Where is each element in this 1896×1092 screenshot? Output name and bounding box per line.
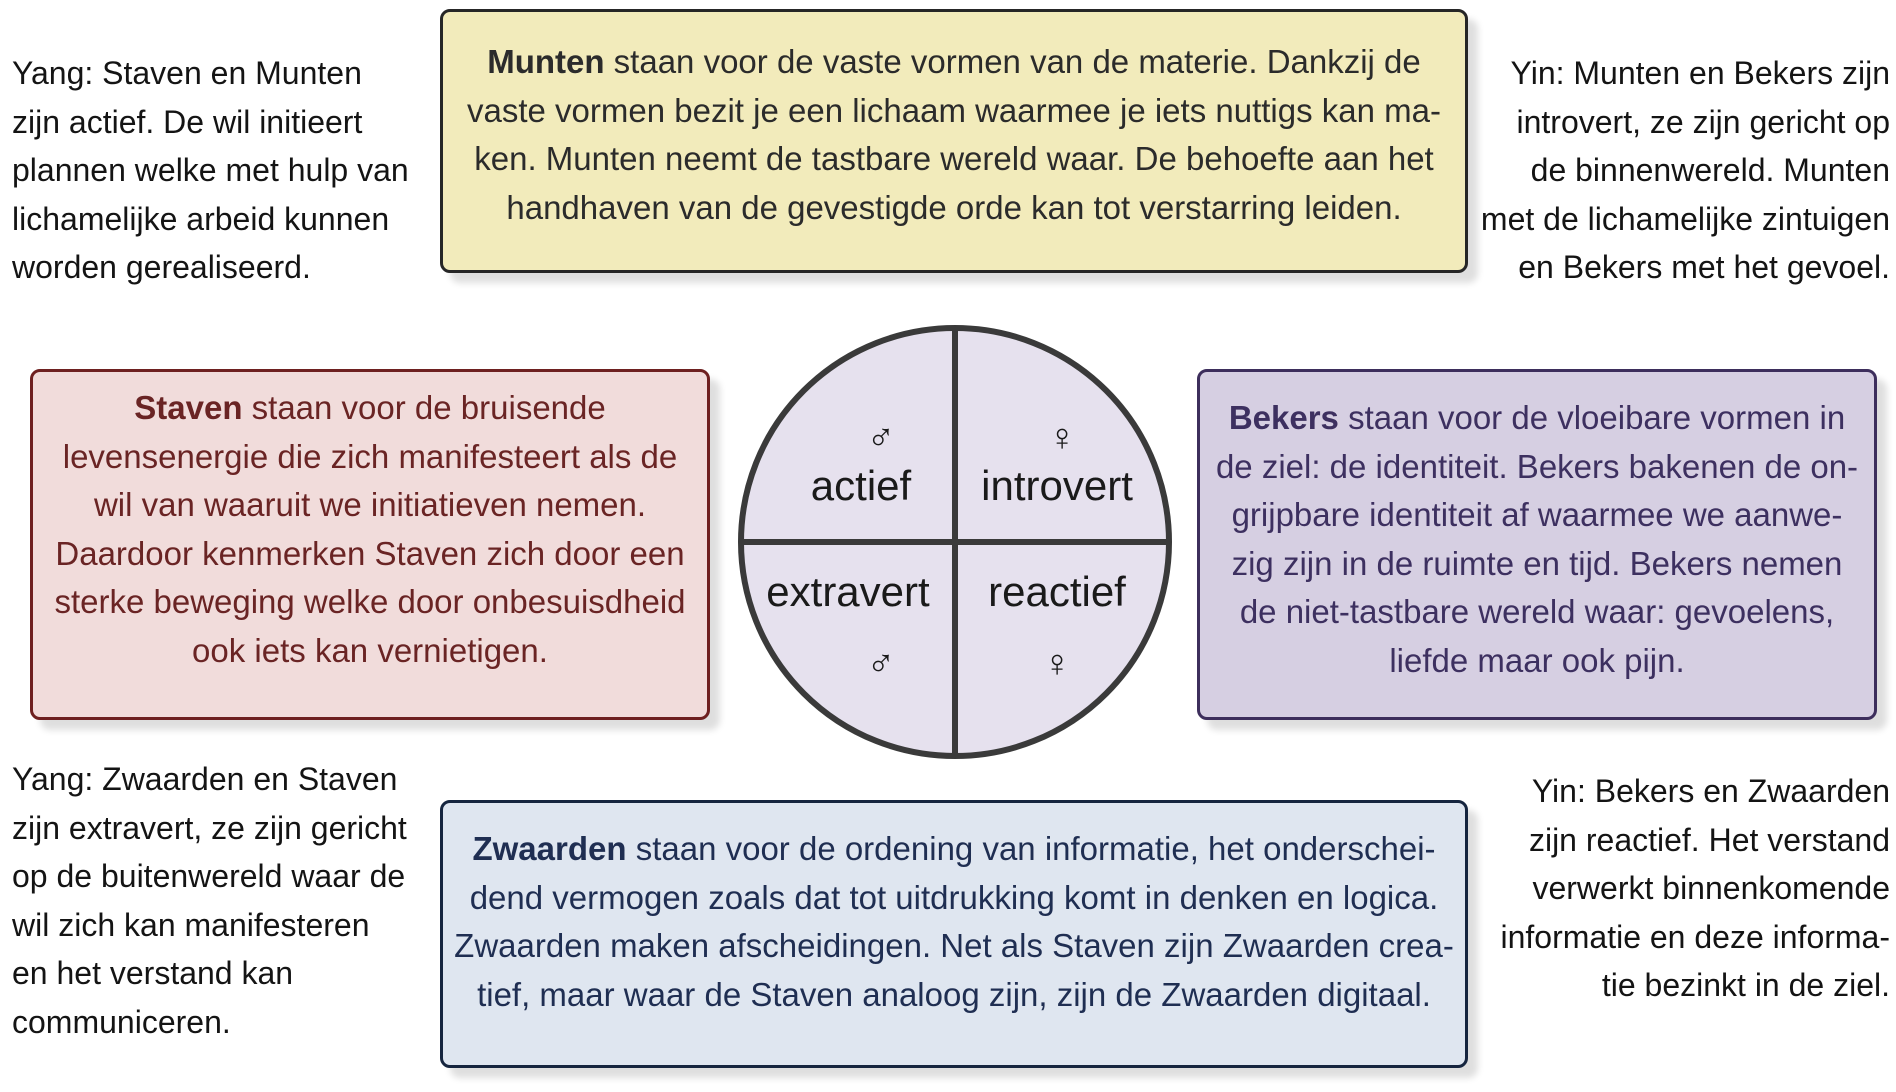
quadrant-label-actief: actief: [810, 462, 912, 509]
box-line: [487, 38, 1421, 87]
male-symbol-icon: ♂: [866, 643, 896, 685]
note-bottom-right: [1500, 767, 1890, 1010]
note-line: en het verstand kan: [12, 955, 294, 991]
box-line: de niet-tastbare wereld waar: gevoelens,: [1239, 593, 1835, 630]
note-line: plannen welke met hulp van: [12, 152, 409, 188]
box-line: grijpbare identiteit af waarmee we aanwe-: [1231, 496, 1843, 533]
box-line: ken. Munten neemt de tastbare wereld waar. De behoefte aan het: [474, 140, 1434, 177]
quadrant-circle: [735, 322, 1175, 762]
box-text: staan voor de vloeibare vormen in: [1338, 399, 1846, 436]
note-line: wil zich kan manifesteren: [12, 906, 370, 943]
box-text: staan voor de vaste vormen van de materie. Dankzij de: [604, 43, 1421, 80]
box-line: liefde maar ook pijn.: [1389, 641, 1685, 679]
note-line: worden gerealiseerd.: [12, 249, 311, 285]
note-line: met de lichamelijke zintuigen: [1480, 200, 1890, 237]
note-line: lichamelijke arbeid kunnen: [12, 200, 390, 237]
box-line: Zwaarden maken afscheidingen. Net als Staven zijn Zwaarden crea-: [454, 927, 1454, 964]
note-line: zijn reactief. Het verstand: [1528, 821, 1890, 858]
box-text: staan voor de ordening van informatie, het onderschei-: [626, 830, 1436, 867]
quadrant-label-reactief: reactief: [988, 568, 1126, 615]
box-line: dend vermogen zoals dat tot uitdrukking komt in denken en logica.: [469, 878, 1439, 916]
box-line: vaste vormen bezit je een lichaam waarmee je iets nuttigs kan ma-: [467, 91, 1441, 129]
zwaarden-box: [440, 800, 1468, 1068]
note-line: op de buitenwereld waar de: [12, 858, 406, 894]
staven-title: Staven: [134, 389, 243, 426]
note-line: zijn extravert, ze zijn gericht: [12, 809, 407, 846]
box-line: sterke beweging welke door onbesuisdheid: [54, 583, 686, 620]
note-line: Yang: Staven en Munten: [12, 55, 362, 91]
box-line: de ziel: de identiteit. Bekers bakenen de on-: [1215, 447, 1859, 485]
zwaarden-title: Zwaarden: [472, 830, 627, 867]
bekers-box: [1197, 369, 1877, 720]
note-line: informatie en deze informa-: [1500, 918, 1890, 955]
note-line: communiceren.: [12, 1003, 231, 1040]
staven-box: [30, 369, 710, 720]
box-text: staan voor de bruisende: [242, 389, 606, 426]
note-line: verwerkt binnenkomende: [1532, 870, 1890, 906]
note-line: en Bekers met het gevoel.: [1518, 249, 1890, 285]
note-line: zijn actief. De wil initieert: [12, 103, 363, 140]
note-bottom-left: [12, 755, 407, 1046]
munten-box: [440, 9, 1468, 273]
quadrant-label-introvert: introvert: [981, 462, 1133, 509]
note-line: de binnenwereld. Munten: [1530, 152, 1890, 188]
bekers-title: Bekers: [1228, 399, 1339, 436]
box-line: [134, 384, 605, 433]
box-line: Daardoor kenmerken Staven zich door een: [55, 534, 685, 572]
box-line: wil van waaruit we initiatieven nemen.: [93, 486, 647, 523]
note-top-right: [1481, 49, 1890, 292]
note-line: introvert, ze zijn gericht op: [1516, 103, 1890, 140]
munten-title: Munten: [487, 43, 605, 80]
box-line: levensenergie die zich manifesteert als de: [62, 437, 678, 475]
note-line: Yang: Zwaarden en Staven: [12, 761, 398, 797]
female-symbol-icon: ♀: [1042, 643, 1072, 685]
note-top-left: [12, 49, 409, 292]
box-line: tief, maar waar de Staven analoog zijn, zijn de Zwaarden digitaal.: [477, 975, 1431, 1013]
box-line: [1229, 394, 1845, 443]
note-line: tie bezinkt in de ziel.: [1601, 967, 1890, 1003]
box-line: [472, 825, 1435, 874]
quadrant-label-extravert: extravert: [766, 568, 930, 615]
box-line: zig zijn in de ruimte en tijd. Bekers nemen: [1231, 544, 1843, 582]
box-line: handhaven van de gevestigde orde kan tot verstarring leiden.: [506, 188, 1402, 226]
female-symbol-icon: ♀: [1047, 417, 1077, 459]
note-line: Yin: Munten en Bekers zijn: [1510, 55, 1890, 91]
box-line: ook iets kan vernietigen.: [192, 631, 548, 669]
note-line: Yin: Bekers en Zwaarden: [1531, 773, 1890, 809]
male-symbol-icon: ♂: [866, 417, 896, 459]
